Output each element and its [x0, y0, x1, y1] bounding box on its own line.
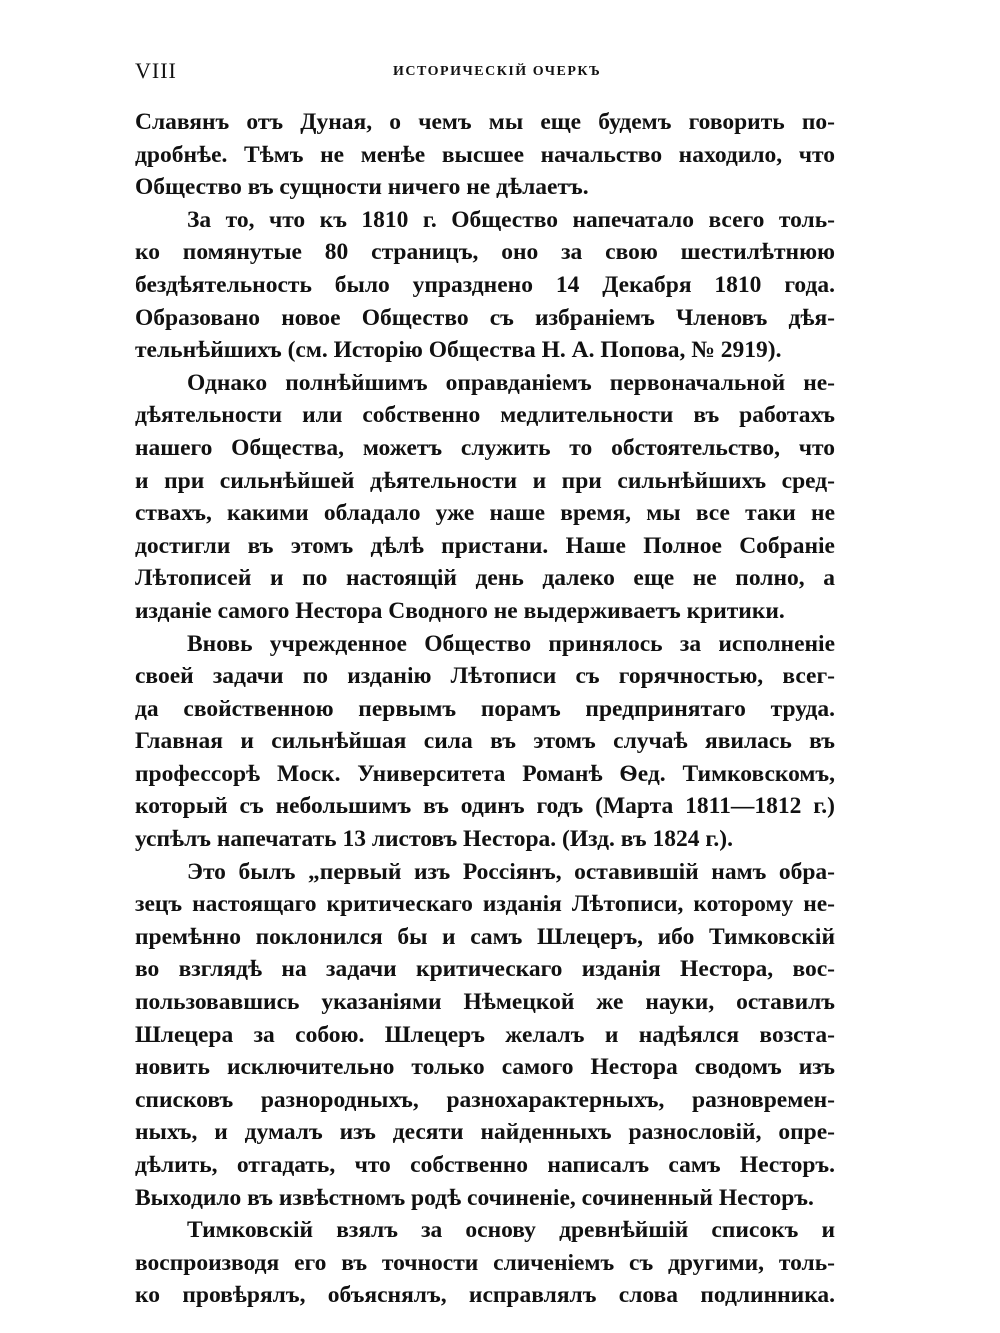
text-line: своей задачи по изданію Лѣтописи съ горячностью, всег-	[135, 663, 835, 690]
text-line: нашего Общества, можетъ служить то обстоятельство, что	[135, 434, 835, 461]
page-header	[135, 58, 835, 88]
page-number: VIII	[135, 58, 177, 83]
text-line: Вновь учрежденное Общество принялось за исполненіе	[187, 630, 835, 657]
text-line: новить исключительно только самого Нестора сводомъ изъ	[135, 1054, 835, 1081]
text-line: достигли въ этомъ дѣлѣ пристани. Наше Полное Собраніе	[135, 532, 835, 559]
text-line: Общество въ сущности ничего не дѣлаетъ.	[135, 174, 589, 201]
text-line: Лѣтописей и по настоящій день далеко еще не полно, а	[135, 565, 835, 592]
text-line: во взглядѣ на задачи критическаго изданія Нестора, вос-	[135, 956, 835, 983]
text-line: зецъ настоящаго критическаго изданія Лѣтописи, которому не-	[135, 891, 835, 918]
running-head: ИСТОРИЧЕСКІЙ ОЧЕРКЪ	[393, 64, 602, 79]
text-line: бездѣятельность было упразднено 14 Декабря 1810 года.	[135, 271, 835, 298]
text-line: списковъ разнородныхъ, разнохарактерныхъ, разновремен-	[135, 1086, 835, 1113]
text-line: изданіе самого Нестора Сводного не выдерживаетъ критики.	[135, 597, 785, 624]
text-line: и при сильнѣйшей дѣятельности и при сильнѣйшихъ сред-	[135, 467, 835, 494]
text-line: За то, что къ 1810 г. Общество напечатало всего толь-	[187, 206, 835, 233]
text-line: Образовано новое Общество съ избраніемъ Членовъ дѣя-	[135, 304, 835, 331]
text-line: ствахъ, какими обладало уже наше время, мы все таки не	[135, 500, 835, 527]
text-line: ко помянутые 80 страницъ, оно за свою шестилѣтнюю	[135, 239, 835, 266]
text-line: воспроизводя его въ точности сличеніемъ съ другими, толь-	[135, 1249, 835, 1276]
body-text	[135, 106, 835, 1312]
text-line: успѣлъ напечатать 13 листовъ Нестора. (Изд. въ 1824 г.).	[135, 826, 733, 853]
text-line: да свойственною первымъ порамъ предпринятаго труда.	[135, 695, 835, 722]
text-line: который съ небольшимъ въ одинъ годъ (Марта 1811—1812 г.)	[135, 793, 835, 820]
text-line: Шлецера за собою. Шлецеръ желалъ и надѣялся возста-	[135, 1021, 835, 1048]
text-line: тельнѣйшихъ (см. Исторію Общества Н. А. Попова, № 2919).	[135, 337, 782, 364]
text-line: премѣнно поклонился бы и самъ Шлецеръ, ибо Тимковскій	[135, 923, 835, 950]
text-line: дѣлить, отгадать, что собственно написалъ самъ Несторъ.	[135, 1152, 835, 1178]
text-line: Это былъ „первый изъ Россіянъ, оставившій намъ обра-	[187, 858, 835, 885]
text-line: ко провѣрялъ, объяснялъ, исправлялъ слова подлинника.	[135, 1282, 835, 1309]
text-line: ныхъ, и думалъ изъ десяти найденныхъ разнословій, опре-	[135, 1119, 835, 1146]
text-line: Славянъ отъ Дуная, о чемъ мы еще будемъ говорить по-	[135, 109, 835, 135]
text-line: Выходило въ извѣстномъ родѣ сочиненіе, сочиненный Несторъ.	[135, 1184, 814, 1211]
text-line: дѣятельности или собственно медлительности въ работахъ	[135, 402, 835, 429]
text-line: дробнѣе. Тѣмъ не менѣе высшее начальство находило, что	[135, 141, 835, 168]
text-line: Тимковскій взялъ за основу древнѣйшій списокъ и	[187, 1217, 835, 1244]
text-line: Главная и сильнѣйшая сила въ этомъ случаѣ явилась въ	[135, 728, 835, 755]
text-line: профессорѣ Моск. Университета Романѣ Ѳед. Тимковскомъ,	[135, 760, 835, 787]
text-line: пользовавшись указаніями Нѣмецкой же науки, оставилъ	[135, 989, 835, 1016]
text-line: Однако полнѣйшимъ оправданіемъ первоначальной не-	[187, 369, 835, 396]
